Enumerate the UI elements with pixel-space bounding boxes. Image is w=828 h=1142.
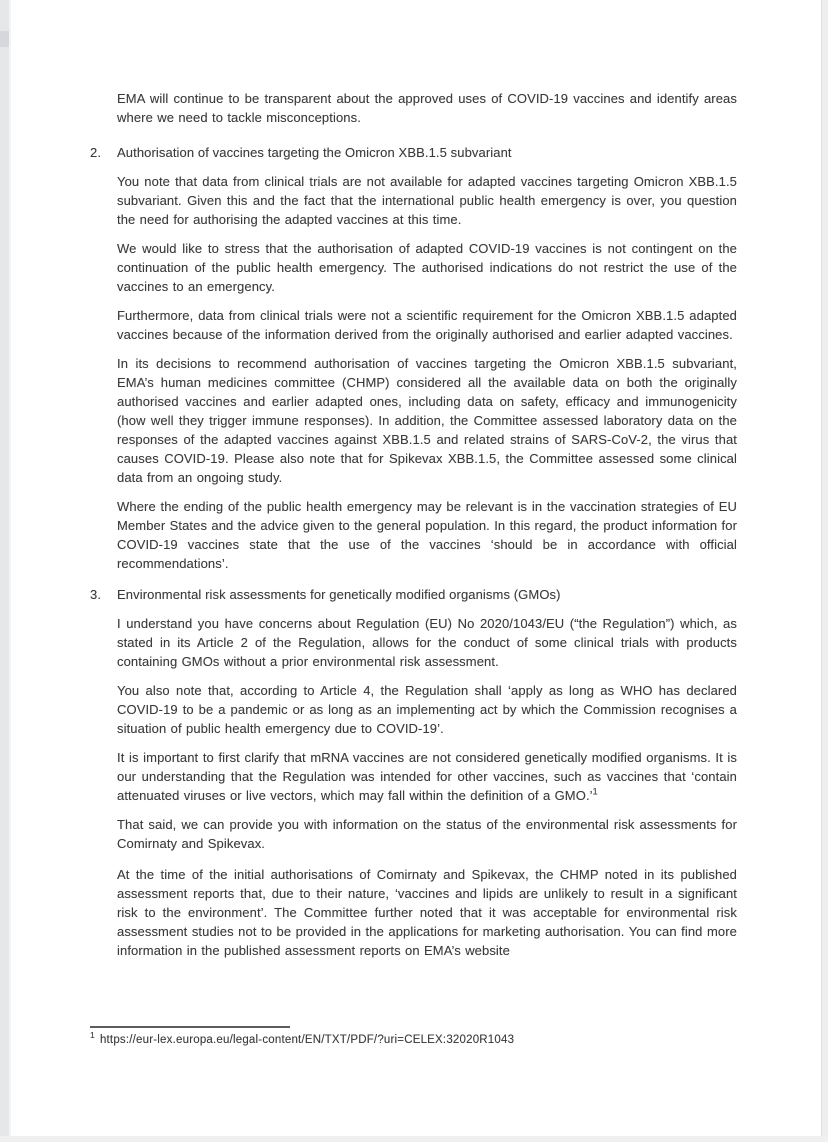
footnote [90,1026,738,1048]
paragraph: You note that data from clinical trials are not available for adapted vaccines targeting Omicron XBB.1.5 subvariant. Given this and the fact that the international public health emergency is over, you question the need for authorising the adapted vaccines at this time. [117,174,737,227]
paragraph: That said, we can provide you with information on the status of the environmental risk assessments for Comirnaty and Spikevax. [117,817,737,851]
paragraph: Furthermore, data from clinical trials were not a scientific requirement for the Omicron XBB.1.5 adapted vaccines because of the information derived from the originally authorised and earlier adapted vaccines. [117,308,737,342]
section-number: 2. [90,145,102,160]
footnote-divider [90,1026,290,1028]
section-title: Authorisation of vaccines targeting the Omicron XBB.1.5 subvariant [117,145,512,160]
section-heading-2 [90,143,738,162]
intro-paragraph: EMA will continue to be transparent about the approved uses of COVID-19 vaccines and identify areas where we need to tackle misconceptions. [117,91,737,125]
paragraph: In its decisions to recommend authorisation of vaccines targeting the Omicron XBB.1.5 subvariant, EMA’s human medicines committee (CHMP) considered all the available data on both the originally authorised vaccines and earlier adapted ones, including data on safety, efficacy and immunogenicity (how well they trigger immune responses). In addition, the Committee assessed laboratory data on the responses of the adapted vaccines against XBB.1.5 and related strains of SARS-CoV-2, the virus that causes COVID-19. Please also note that for Spikevax XBB.1.5, the Committee assessed some clinical data from an ongoing study. [117,356,737,485]
paragraph: We would like to stress that the authorisation of adapted COVID-19 vaccines is not contingent on the continuation of the public health emergency. The authorised indications do not restrict the use of the vaccines to an emergency. [117,241,737,294]
paragraph: You also note that, according to Article 4, the Regulation shall ‘apply as long as WHO has declared COVID-19 to be a pandemic or as long as an implementing act by which the Commission recognises a situation of public health emergency due to COVID-19’. [117,683,737,736]
paragraph-text: It is important to first clarify that mRNA vaccines are not considered genetically modified organisms. It is our understanding that the Regulation was intended for other vaccines, such as vaccines that ‘contain attenuated viruses or live vectors, which may fall within the definition of a GMO.’ [117,750,737,803]
section-heading-3 [90,585,738,604]
paragraph: Where the ending of the public health emergency may be relevant is in the vaccination strategies of EU Member States and the advice given to the general population. In this regard, the product information for COVID-19 vaccines state that the use of the vaccines ‘should be in accordance with official recommendations’. [117,499,737,571]
footnote-url[interactable]: https://eur-lex.europa.eu/legal-content/EN/TXT/PDF/?uri=CELEX:32020R1043 [99,1034,515,1046]
page-edge-notch [0,31,9,47]
left-page-edge [0,0,11,1142]
footnote-line [90,1030,738,1048]
paragraph: I understand you have concerns about Regulation (EU) No 2020/1043/EU (“the Regulation”) which, as stated in its Article 2 of the Regulation, allows for the conduct of some clinical trials with products containing GMOs without a prior environmental risk assessment. [117,616,737,669]
footnote-ref: 1 [592,786,598,797]
paragraph [117,748,737,805]
right-page-edge [821,0,828,1142]
paragraph: At the time of the initial authorisations of Comirnaty and Spikevax, the CHMP noted in its published assessment reports that, due to their nature, ‘vaccines and lipids are unlikely to result in a significant risk to the environment’. The Committee further noted that it was acceptable for environmental risk assessment studies not to be provided in the applications for marketing authorisation. You can find more information in the published assessment reports on EMA’s website [117,867,737,958]
page-bottom-gap [0,1136,828,1142]
section-number: 3. [90,587,102,602]
section-title: Environmental risk assessments for genetically modified organisms (GMOs) [117,587,561,602]
letter-body [90,0,738,960]
footnote-marker: 1 [90,1030,95,1041]
